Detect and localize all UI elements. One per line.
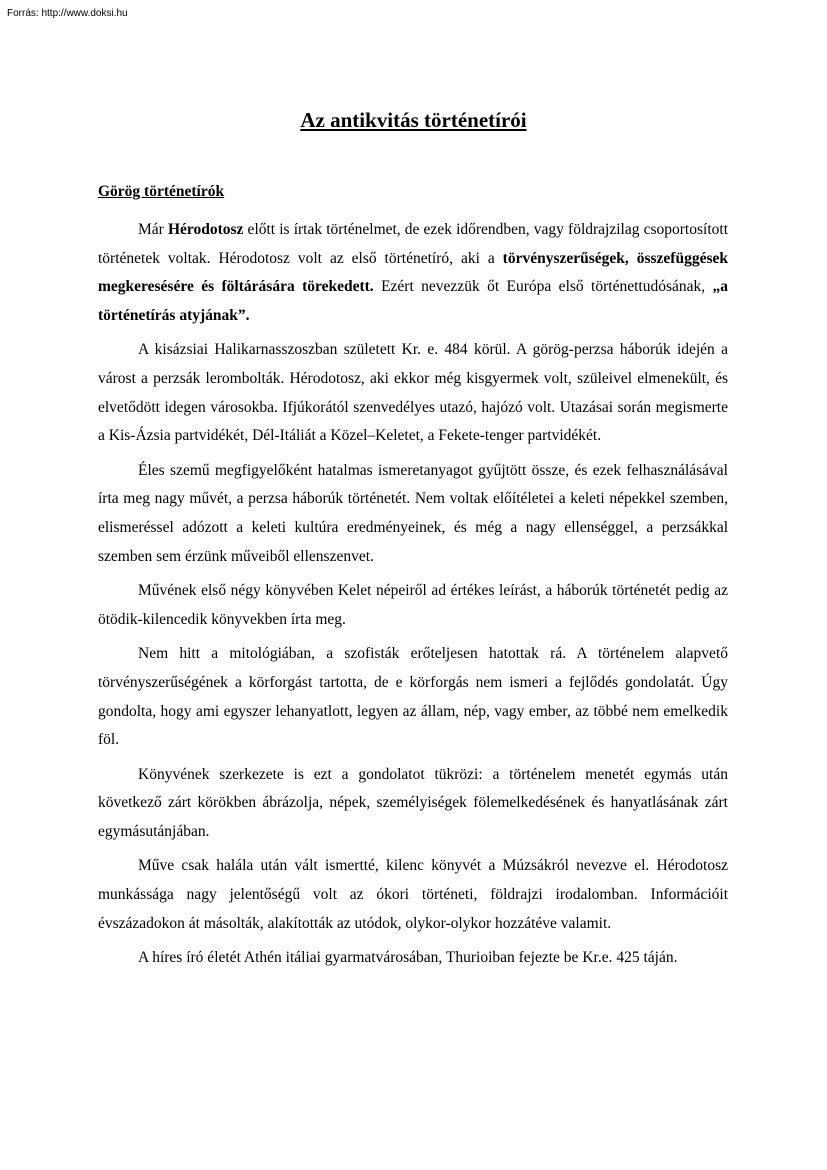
- paragraph-5: Nem hitt a mitológiában, a szofisták erőteljesen hatottak rá. A történelem alapvető törvényszerűségének a körforgást tartotta, de e körforgás nem ismeri a fejlődés gondolatát. Úgy gondolta, hogy ami egyszer lehanyatlott, legyen az állam, nép, vagy ember, az többé nem emelkedik föl.: [98, 645, 728, 749]
- paragraph-7: Műve csak halála után vált ismertté, kilenc könyvét a Múzsákról nevezve el. Hérodotosz munkássága nagy jelentőségű volt az ókori történeti, földrajzi irodalomban. Információit évszázadokon át másolták, alakították az utódok, olykor-olykor hozzátéve valamit.: [98, 857, 728, 932]
- body-text: [98, 216, 728, 979]
- text-run: Ezért nevezzük őt Európa első történettudósának,: [373, 278, 713, 296]
- section-heading: Görög történetírók: [98, 183, 225, 200]
- paragraph-1: [98, 216, 728, 330]
- bold-run: „a történetírás atyjának”.: [98, 278, 729, 324]
- bold-run: Hérodotosz: [167, 221, 244, 238]
- paragraph-2: A kisázsiai Halikarnasszoszban született Kr. e. 484 körül. A görög-perzsa háborúk idején a várost a perzsák lerombolták. Hérodotosz, aki ekkor még kisgyermek volt, szüleivel elmenekült, és elvetődött idegen városokba. Ifjúkorától szenvedélyes utazó, hajózó volt. Utazásai során megismerte a Kis-Ázsia partvidékét, Dél-Itáliát a Közel–Keletet, a Fekete-tenger partvidékét.: [98, 341, 728, 445]
- paragraph-8: A híres író életét Athén itáliai gyarmatvárosában, Thurioiban fejezte be Kr.e. 425 táján.: [138, 949, 678, 967]
- paragraph-4: Művének első négy könyvében Kelet népeiről ad értékes leírást, a háborúk történetét pedig az ötödik-kilencedik könyvekben írta meg.: [98, 582, 728, 628]
- source-note: Forrás: http://www.doksi.hu: [7, 8, 128, 19]
- paragraph-3: Éles szemű megfigyelőként hatalmas ismeretanyagot gyűjtött össze, és ezek felhasználásával írta meg nagy művét, a perzsa háborúk történetét. Nem voltak előítéletei a keleti népekkel szemben, elismeréssel adózott a keleti kultúra eredményeinek, és még a nagy ellenséggel, a perzsákkal szemben sem érzünk műveiből ellenszenvet.: [98, 461, 728, 565]
- bold-run: törvényszerűségek, összefüggések megkeresésére és föltárására törekedett.: [98, 249, 728, 296]
- text-run: Már: [138, 221, 168, 238]
- paragraph-6: Könyvének szerkezete is ezt a gondolatot tükrözi: a történelem menetét egymás után következő zárt körökben ábrázolja, népek, személyiségek fölemelkedésének és hanyatlásának zárt egymásutánjában.: [98, 765, 728, 840]
- page-title: Az antikvitás történetírói: [300, 108, 527, 132]
- text-run: előtt is írtak történelmet, de ezek időrendben, vagy földrajzilag csoportosított történetek voltak. Hérodotosz volt az első történetíró, aki a: [98, 221, 728, 267]
